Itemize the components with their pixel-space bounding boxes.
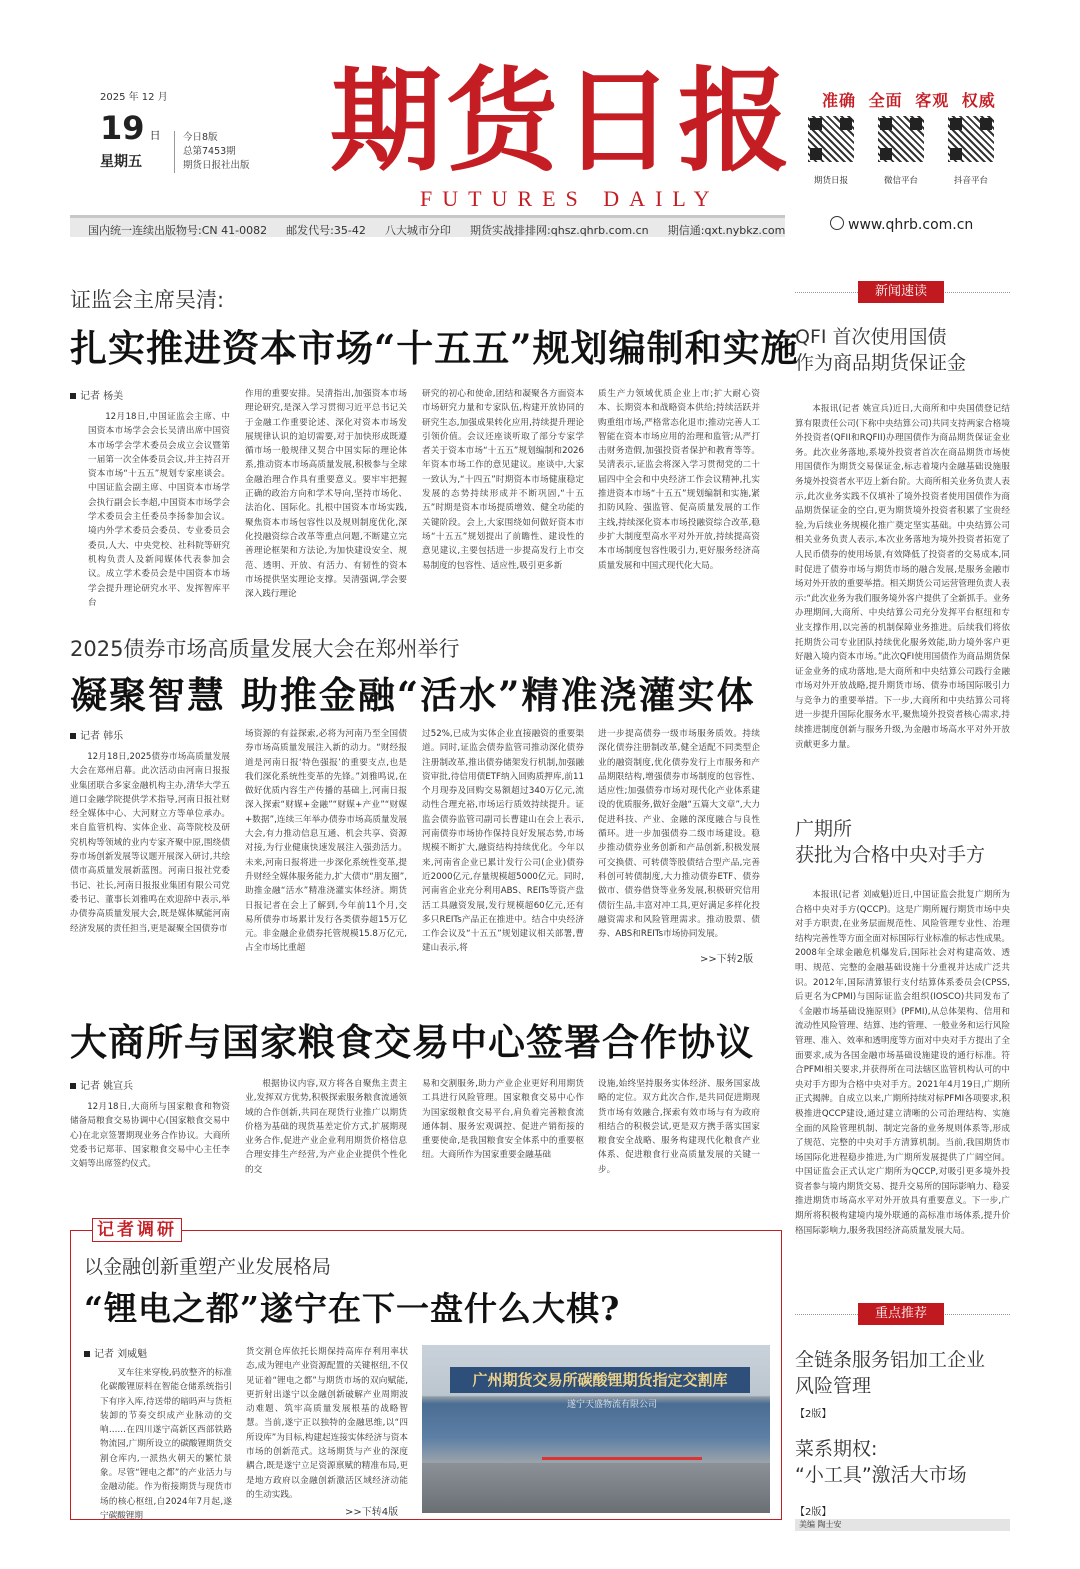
edition-number: 总第7453期 <box>183 146 236 157</box>
article2-col4 <box>598 727 760 947</box>
article1-col4-text: 质生产力领域优质企业上市;扩大耐心资本、长期资本和战略资本供给;持续活跃并购重组市场,严格常态化退市;推动完善人工智能在资本市场应用的治理和监管;从严打击财务造假,加强投资者保护和教育等等。吴清表示,证监会将深入学习贯彻党的二十届四中全会和中央经济工作会议精神,扎实推进资本市场“十五五”规划编制和实施,紧扣防风险、强监管、促高质量发展的工作主线,持续深化资本市场投融资综合改革,稳步扩大制度型高水平对外开放,持续提高资本市场制度包容性吸引力,更好服务经济高质量发展和中国式现代化大局。 <box>598 389 760 571</box>
article1-col1-text: 12月18日,中国证监会主席、中国资本市场学会会长吴清出席中国资本市场学会学术委员会成立会议暨第一届第一次全体委员会议,并主持召开资本市场“十五五”规划专家座谈会。中国证监会副主席、中国资本市场学会执行副会长李超,中国资本市场学会学术委员会主任委员李扬参加会议。境内外学术委员会委员、专业委员会委员,人大、中央党校、社科院等研究机构负责人及新闻媒体代表参加会议。成立学术委员会是中国资本市场学会提升理论研究水平、发挥智库平台 <box>88 412 230 608</box>
edition-pages: 今日8版 <box>183 132 218 143</box>
sidebar-item1-title-line1: QFI 首次使用国债 <box>795 326 947 348</box>
rec1-title-line2: 风险管理 <box>795 1375 872 1397</box>
globe-icon <box>830 216 844 230</box>
sidebar-item1-title-line2: 作为商品期货保证金 <box>795 352 967 374</box>
newspaper-title-en: FUTURES DAILY <box>420 186 720 211</box>
info-print: 八大城市分印 <box>384 224 451 237</box>
article2-col2 <box>245 727 407 958</box>
qr-group-2 <box>878 116 924 186</box>
article2-col1 <box>70 750 230 958</box>
article1-kicker: 证监会主席吴清: <box>70 288 225 312</box>
sidebar-item1-body <box>795 402 1010 757</box>
article3-col1 <box>70 1100 230 1190</box>
edition-publisher: 期货日报社出版 <box>183 160 250 171</box>
article2-col3-text: 过52%,已成为实体企业直接融资的重要渠道。同时,证监会债券监管司推动深化债券注册制改革,推出债券储架发行机制,加强融资审批,待信用债ETF纳入回购质押库,前11个月现券及回购交易额超过340万亿元,流动性合理充裕,市场运行质效持续提升。证监会债券监管司副司长曹建山在会上表示,河南债券市场协作保持良好发展态势,市场规模不断扩大,融资结构持续优化。今年以来,河南省企业已累计发行公司(企业)债券近2000亿元,存量规模超5000亿元。同时,河南省企业充分利用ABS、REITs等资产盘活工具融资发展,发行规模超60亿元,还有多只REITs产品正在推进中。结合中央经济工作会议及“十五五”规划建议相关部署,曹建山表示,将 <box>422 729 584 954</box>
article3-col3-text: 易和交割服务,助力产业企业更好利用期货工具进行风险管理。国家粮食交易中心作为国家级粮食交易平台,肩负着完善粮食流通体制、服务宏观调控、促进产销衔接的重要使命,是我国粮食安全体系中的重要枢纽。大商所作为国家重要金融基础 <box>422 1079 584 1161</box>
qr-label-2: 微信平台 <box>883 176 918 186</box>
sidebar-item1-title[interactable] <box>795 324 966 376</box>
article1-byline: 记者 杨美 <box>70 387 123 402</box>
footer-note: 美编 陶士安 <box>795 1519 1010 1531</box>
slogan-4: 权威 <box>961 91 996 110</box>
date-weekday: 星期五 <box>100 154 142 170</box>
sidebar-item2-title-line1: 广期所 <box>795 818 853 840</box>
article2-col2-text: 场资源的有益探索,必将为河南乃至全国债券市场高质量发展注入新的动力。“财经报道是河南日报‘特色强报’的重要支点,也是我们深化系统性变革的先锋。”刘雅鸣说,在做好优质内容生产传播的基础上,河南日报深入探索“财媒+金融”“财媒+产业”“财媒+数据”,连续三年举办债券市场高质量发展大会,有力推动信息互通、机会共享、资源对接,为行业健康快速发展注入强劲活力。未来,河南日报将进一步深化系统性变革,提升财经全媒体服务能力,扩大债市“朋友圈”,助推金融“活水”精准浇灌实体经济。期货日报记者在会上了解到,今年前11个月,交易所债券市场累计发行各类债券超15万亿元。非金融企业债券托管规模15.8万亿元,占全市场比重超 <box>245 729 407 954</box>
info-postal: 邮发代号:35-42 <box>286 224 366 237</box>
article3-col4-text: 设施,始终坚持服务实体经济、服务国家战略的定位。双方此次合作,是共同促进期现货市场有效融合,探索有效市场与有为政府相结合的积极尝试,更是双方携手落实国家粮食安全战略、服务构建现代化粮食产业体系、促进粮食行业高质量发展的关键一步。 <box>598 1079 760 1175</box>
website-url: www.qhrb.com.cn <box>848 217 974 233</box>
edition-info <box>174 131 250 173</box>
rec1-title-line1: 全链条服务铝加工企业 <box>795 1349 986 1371</box>
news-tag: 新闻速读 <box>858 281 944 303</box>
rec1-title[interactable] <box>795 1347 985 1399</box>
article2-byline: 记者 韩乐 <box>70 727 123 742</box>
feature-continued[interactable]: >>下转4版 <box>345 1507 399 1518</box>
sidebar-item2-title[interactable] <box>795 816 985 868</box>
article2-kicker: 2025债券市场高质量发展大会在郑州举行 <box>70 637 460 661</box>
info-qxt: 期信通:qxt.nybkz.com <box>667 224 786 237</box>
sidebar-item2-title-line2: 获批为合格中央对手方 <box>795 844 986 866</box>
qr-codes <box>808 116 994 186</box>
slogan <box>822 88 996 111</box>
rec2-page: 【2版】 <box>795 1507 832 1518</box>
rec1-page: 【2版】 <box>795 1409 832 1420</box>
photo-sign-board: 广州期货交易所碳酸锂期货指定交割库 <box>450 1367 750 1393</box>
newspaper-title: 期货日报 <box>330 56 794 187</box>
feature-col1 <box>100 1366 232 1521</box>
date-year-month: 2025 年 12 月 <box>100 92 168 103</box>
slogan-2: 全面 <box>868 91 903 110</box>
article3-col4 <box>598 1077 760 1192</box>
slogan-3: 客观 <box>915 91 950 110</box>
feature-col1-text: 叉车往来穿梭,码放整齐的标准化碳酸锂原料在智能仓储系统指引下有序入库,待送带的暗吗声与货柜装卸的节奏交织成产业脉动的交响……在四川遂宁高新区西部铁路物流园,广期所设立的碳酸锂期货交割仓库内,一派热火朝天的繁忙景象。尽管“锂电之都”的产业活力与金融动能。作为衔接期货与现货市场的核心枢纽,自2024年7月起,遂宁碳酸锂期 <box>100 1368 232 1521</box>
article1-col2 <box>245 387 407 600</box>
rec-tag: 重点推荐 <box>858 1303 944 1325</box>
article2-col3 <box>422 727 584 958</box>
slogan-1: 准确 <box>822 91 857 110</box>
feature-col2 <box>246 1345 408 1503</box>
article3-col1-text: 12月18日,大商所与国家粮食和物资储备局粮食交易协调中心(国家粮食交易中心)在北京签署期现业务合作协议。大商所党委书记郑菲、国家粮食交易中心主任李文娟等出席签约仪式。 <box>70 1102 230 1170</box>
feature-kicker: 以金融创新重塑产业发展格局 <box>84 1256 332 1278</box>
qr-group-3 <box>948 116 994 186</box>
article1-col4 <box>598 387 760 582</box>
sidebar-item2-body <box>795 888 1010 1266</box>
rec2-title[interactable] <box>795 1436 967 1488</box>
photo-sign-sub: 遂宁天盛物流有限公司 <box>566 1400 657 1410</box>
date-day: 19 <box>100 109 145 147</box>
feature-label: 记者调研 <box>92 1218 182 1242</box>
article1-col3-text: 研究的初心和使命,团结和凝聚各方面资本市场研究力量和专家队伍,构建开放协同的研究生态,加强成果转化应用,持续提升理论引领价值。会议还座谈听取了部分专家学者关于资本市场“十五五”规划编制和2026年资本市场工作的意见建议。座谈中,大家一致认为,“十四五”时期资本市场健康稳定发展的态势持续形成并不断巩固,“十五五”时期是资本市场提质增效、健全功能的关键阶段。会上,大家围绕如何做好资本市场“十五五”规划提出了前瞻性、建设性的意见建议,主要包括进一步提高发行上市交易制度的包容性、适应性,吸引更多新 <box>422 389 584 571</box>
article1-col3 <box>422 387 584 582</box>
article3-headline[interactable]: 大商所与国家粮食交易中心签署合作协议 <box>70 1020 754 1064</box>
qr-code-icon[interactable] <box>808 116 854 162</box>
article3-byline: 记者 姚宣兵 <box>70 1077 133 1092</box>
article3-col3 <box>422 1077 584 1192</box>
article2-col4-text: 进一步提高债券一级市场服务质效。持续深化债券注册制改革,健全适配不同类型企业的融资制度,优化债券发行上市服务和产品期限结构,增强债券市场制度的包容性、适应性;加强债券市场对现代化产业体系建设的优质服务,做好金融“五篇大文章”,大力促进科技、产业、金融的深度融合与良性循环。进一步加强债券二级市场建设。稳步推动债券业务创新和产品创新,积极发展可交换债、可转债等股债结合型产品,完善科创可转债制度,大力推动债券ETF、债券做市、债券借贷等业务发展,积极研究信用债衍生品,丰富对冲工具,更好满足多样化投融资需求和风险管理需求。推动股票、债券、ABS和REITs市场协同发展。 <box>598 729 760 940</box>
article1-col1 <box>88 410 230 608</box>
sidebar-item1-body-text: 本报讯(记者 姚宣兵)近日,大商所和中央国债登记结算有限责任公司(下称中央结算公司)共同支持两家合格境外投资者(QFII和RQFII)办理国债作为商品期货保证金业务。此次业务落地,系境外投资者首次在商品期货市场使用国债作为期货交易保证金,标志着境内金融基础设施服务境外投资者水平迈上新台阶。大商所相关业务负责人表示,此次业务实践不仅填补了境外投资者使用国债作为商品期货保证金的空白,更为期货境外投资者积累了宝贵经验,为后续业务规模化推广奠定坚实基础。中央结算公司相关业务负责人表示,本次业务落地为境外投资者拓宽了人民币债券的使用场景,有效降低了投资者的交易成本,同时促进了债券市场与期货市场的融合发展,是服务金融市场对外开放的重要举措。相关期货公司运营管理负责人表示:“此次业务为我们服务境外客户提供了全新抓手。业务办理期间,大商所、中央结算公司充分发挥平台枢纽和专业支撑作用,以完善的机制保障业务推进。后续我们将依托期货公司专业团队持续优化服务效能,助力境外客户更好融入境内资本市场。”此次QFI使用国债作为商品期货保证金业务的成功落地,是大商所和中央结算公司践行金融市场对外开放战略,提升期货市场、债券市场国际吸引力与竞争力的重要举措。下一步,大商所和中央结算公司将进一步提升国际化服务水平,聚焦境外投资者核心需求,持续推进制度创新与服务升级,为金融市场高水平对外开放贡献更多力量。 <box>795 404 1010 750</box>
article2-headline[interactable]: 凝聚智慧 助推金融“活水”精准浇灌实体 <box>70 673 756 717</box>
qr-label-1: 期货日报 <box>813 176 848 186</box>
qr-label-3: 抖音平台 <box>953 176 988 186</box>
info-bar <box>70 215 785 237</box>
date-block <box>100 88 180 171</box>
article2-continued[interactable]: >>下转2版 <box>700 954 754 965</box>
qr-code-icon[interactable] <box>878 116 924 162</box>
info-issn: 国内统一连续出版物号:CN 41-0082 <box>88 224 268 237</box>
feature-photo[interactable] <box>422 1345 770 1513</box>
photo-gate-barrier <box>542 1457 702 1460</box>
feature-col2-text: 货交割仓库依托长期保持高库存利用率状态,成为锂电产业资源配置的关键枢纽,不仅见证着“锂电之都”与期货市场的双向赋能,更折射出遂宁以金融创新破解产业周期波动难题、筑牢高质量发展根基的战略智慧。当前,遂宁正以独特的金融思维,以“四所设库”为目标,构建起连接实体经济与资本市场的创新范式。这场期货与产业的深度耦合,既是遂宁立足资源禀赋的精准布局,更是地方政府以金融创新激活区域经济动能的生动实践。 <box>246 1347 408 1500</box>
qr-code-icon[interactable] <box>948 116 994 162</box>
article1-col2-text: 作用的重要安排。吴清指出,加强资本市场理论研究,是深入学习贯彻习近平总书记关于金融工作重要论述、深化对资本市场发展规律认识的迫切需要,对于加快形成既遵循市场一般规律又契合中国实际的理论体系,推动资本市场高质量发展,积极参与全球金融治理合作具有重要意义。要牢牢把握正确的政治方向和学术导向,坚持市场化、法治化、国际化。扎根中国资本市场实践,聚焦资本市场包容性以及规则制度优化,深化投融资综合改革等重点问题,不断建立完善理论框架和方法论,为加快建设安全、规范、透明、开放、有活力、有韧性的资本市场提供坚实理论支撑。吴清强调,学会要深入践行理论 <box>245 389 407 600</box>
photo-ground <box>422 1463 770 1513</box>
rec2-title-line2: “小工具”激活大市场 <box>795 1464 967 1486</box>
qr-group-1 <box>808 116 854 186</box>
rec2-title-line1: 菜系期权: <box>795 1438 878 1460</box>
article3-col2-text: 根据协议内容,双方将各自聚焦主责主业,发挥双方优势,积极探索服务粮食流通领域的合作创新,共同在现货行业推广以期货价格为基础的现货基差定价方式,扩展期现业务合作,促进产业企业利用期货价格信息合理安排生产经营,为产业企业提供个性化的交 <box>245 1079 407 1175</box>
feature-byline: 记者 刘威魁 <box>84 1345 147 1360</box>
website[interactable] <box>830 216 973 233</box>
sidebar-item2-body-text: 本报讯(记者 刘威魁)近日,中国证监会批复广期所为合格中央对手方(QCCP)。这是广期所履行期货市场中央对手方职责,在业务层面规范性、风险管理专业性、治理结构完善性等方面全面对标国际行业标准的标志性成果。2008年全球金融危机爆发后,国际社会对构建高效、透明、规范、完整的金融基础设施十分重视并达成广泛共识。2012年,国际清算银行支付结算体系委员会(CPSS,后更名为CPMI)与国际证监会组织(IOSCO)共同发布了《金融市场基础设施原则》(PFMI),从总体架构、信用和流动性风险管理、结算、违约管理、一般业务和运行风险管理、准入、效率和透明度等方面对中央对手方提出了全面要求,成为各国金融市场基础设施建设的通行标准。符合PFMI相关要求,并获得所在司法辖区监管机构认可的中央对手方即为合格中央对手方。2021年4月19日,广期所正式揭牌。自成立以来,广期所持续对标PFMI各项要求,积极推进QCCP建设,通过建立清晰的公司治理结构、实施全面的风险管理机制、制定完备的业务规则体系等,形成了规范、完整的中央对手方清算机制。当前,我国期货市场国际化进程稳步推进,为广期所发展提供了广阔空间。中国证监会正式认定广期所为QCCP,对吸引更多境外投资者参与境内期货交易、提升交易所的国际影响力、稳妥推进期货市场高水平对外开放具有重要意义。下一步,广期所将积极构建境内境外联通的高标准市场体系,提升价格国际影响力,服务我国经济高质量发展大局。 <box>795 890 1010 1236</box>
article1-headline[interactable]: 扎实推进资本市场“十五五”规划编制和实施 <box>70 326 799 370</box>
feature-headline[interactable]: “锂电之都”遂宁在下一盘什么大棋? <box>84 1289 621 1328</box>
info-qhsz: 期货实战排排网:qhsz.qhrb.com.cn <box>470 224 649 237</box>
article2-col1-text: 12月18日,2025债券市场高质量发展大会在郑州启幕。此次活动由河南日报报业集团联合多家金融机构主办,清华大学五道口金融学院提供学术指导,河南日报社财经全媒体中心、大河财立方等单位承办。来自监管机构、实体企业、高等院校及研究机构等领域的业内专家齐聚中原,围绕债券市场创新发展等议题开展深入研讨,共绘债市高质量发展新蓝图。河南日报社党委书记、社长,河南日报报业集团有限公司党委书记、董事长刘雅鸣在欢迎辞中表示,举办债券高质量发展大会,既是媒体赋能河南经济发展的责任担当,更是凝聚全国债券市 <box>70 752 230 934</box>
article3-col2 <box>245 1077 407 1192</box>
date-day-unit: 日 <box>149 129 161 142</box>
